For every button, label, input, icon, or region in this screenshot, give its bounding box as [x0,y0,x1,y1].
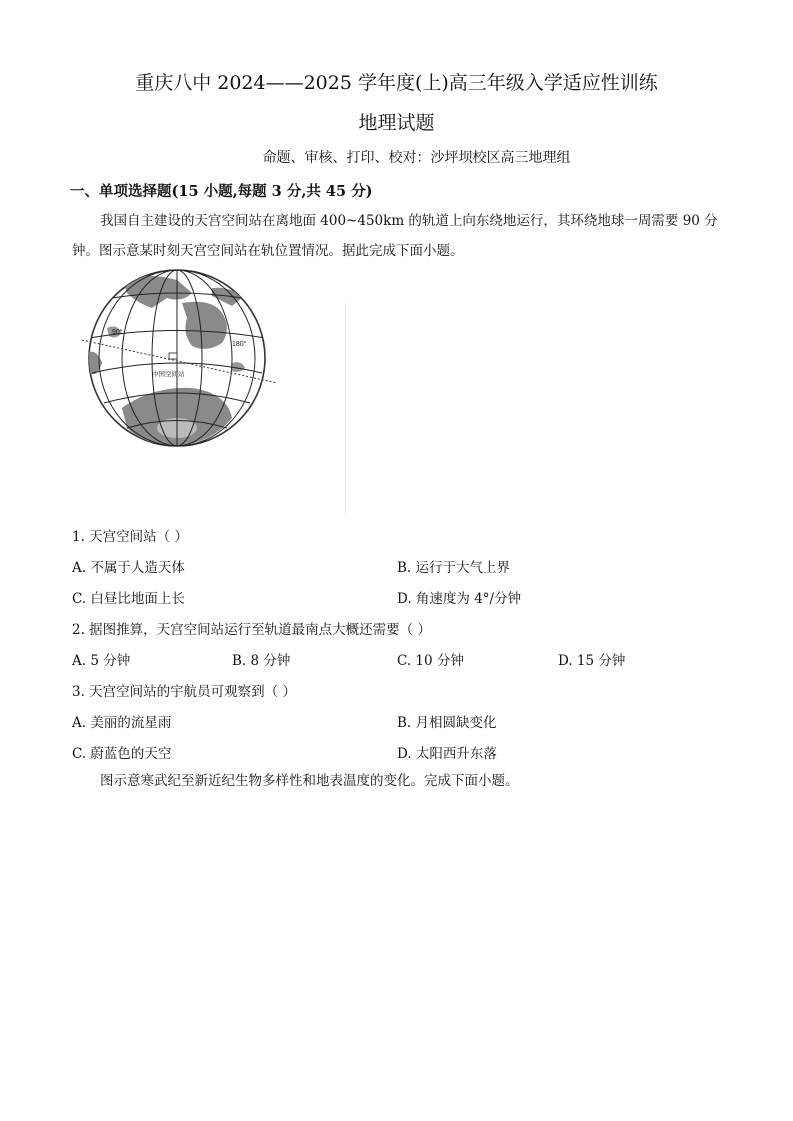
q2-option-a: A. 5 分钟 [72,653,131,669]
figure-divider [345,300,346,515]
passage2-line1: 图示意寒武纪至新近纪生物多样性和地表温度的变化。完成下面小题。 [100,773,519,789]
space-station-icon [169,353,177,359]
question-2-stem: 2. 据图推算，天宫空间站运行至轨道最南点大概还需要（ ） [72,622,431,638]
label-90: 90° [112,329,123,336]
question-3-stem: 3. 天宫空间站的宇航员可观察到（ ） [72,684,296,700]
passage1-line2: 钟。图示意某时刻天宫空间站在轨位置情况。据此完成下面小题。 [72,243,464,259]
exam-credits: 命题、审核、打印、校对：沙坪坝校区高三地理组 [262,150,571,166]
exam-subtitle: 地理试题 [358,112,435,134]
label-180: 180° [232,341,247,348]
q2-option-c: C. 10 分钟 [397,653,464,669]
q1-option-d: D. 角速度为 4°/分钟 [397,591,522,607]
q3-option-b: B. 月相圆缺变化 [397,715,497,731]
station-label: 中国空间站 [152,371,185,378]
q3-option-c: C. 蔚蓝色的天空 [72,746,172,762]
question-1-stem: 1. 天宫空间站（ ） [72,529,188,545]
exam-title: 重庆八中 2024——2025 学年度(上)高三年级入学适应性训练 [135,72,658,94]
q1-option-b: B. 运行于大气上界 [397,560,511,576]
q1-option-c: C. 白昼比地面上长 [72,591,185,607]
globe-svg [82,268,282,453]
q2-option-b: B. 8 分钟 [232,653,291,669]
passage1-line1: 我国自主建设的天宫空间站在离地面 400~450km 的轨道上向东绕地运行，其环绕地球一周需要 90 分 [100,213,718,229]
q3-option-a: A. 美丽的流星雨 [72,715,172,731]
q2-option-d: D. 15 分钟 [558,653,626,669]
section-heading: 一、单项选择题(15 小题,每题 3 分,共 45 分) [70,183,373,200]
globe-figure [82,268,282,457]
q1-option-a: A. 不属于人造天体 [72,560,185,576]
q3-option-d: D. 太阳西升东落 [397,746,497,762]
